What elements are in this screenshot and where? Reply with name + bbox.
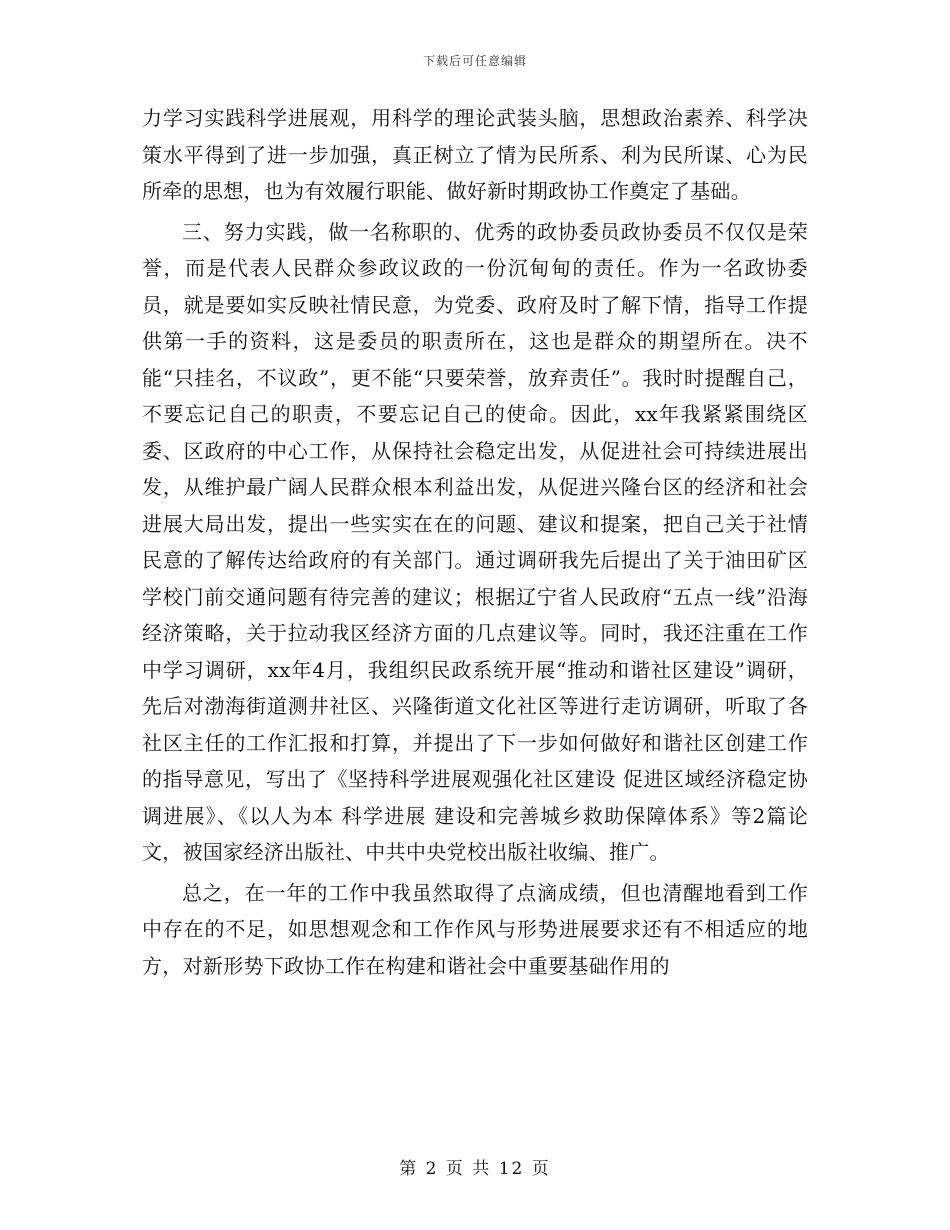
- paragraph-section-three: 三、努力实践，做一名称职的、优秀的政协委员政协委员不仅仅是荣誉，而是代表人民群众参政议政的一份沉甸甸的责任。作为一名政协委员，就是要如实反映社情民意，为党委、政府及时了解下情，指导工作提供第一手的资料，这是委员的职责所在，这也是群众的期望所在。决不能“只挂名，不议政”，更不能“只要荣誉，放弃责任”。我时时提醒自己，不要忘记自己的职责，不要忘记自己的使命。因此，xx年我紧紧围绕区委、区政府的中心工作，从保持社会稳定出发，从促进社会可持续进展出发，从维护最广阔人民群众根本利益出发，从促进兴隆台区的经济和社会进展大局出发，提出一些实实在在的问题、建议和提案，把自己关于社情民意的了解传达给政府的有关部门。通过调研我先后提出了关于油田矿区学校门前交通问题有待完善的建议；根据辽宁省人民政府“五点一线”沿海经济策略，关于拉动我区经济方面的几点建议等。同时，我还注重在工作中学习调研，xx年4月，我组织民政系统开展“推动和谐社区建设”调研，先后对渤海街道测井社区、兴隆街道文化社区等进行走访调研，听取了各社区主任的工作汇报和打算，并提出了下一步如何做好和谐社区创建工作的指导意见，写出了《坚持科学进展观强化社区建设 促进区域经济稳定协调进展》、《以人为本 科学进展 建设和完善城乡救助保障体系》等2篇论文，被国家经济出版社、中共中央党校出版社收编、推广。: [142, 219, 808, 864]
- page-number-footer: 第 2 页 共 12 页: [399, 1159, 551, 1179]
- paragraph-continuation: 力学习实践科学进展观，用科学的理论武装头脑，思想政治素养、科学决策水平得到了进一步加强，真正树立了情为民所系、利为民所谋、心为民所牵的思想，也为有效履行职能、做好新时期政协工作奠定了基础。: [142, 106, 808, 203]
- document-body: [142, 100, 808, 984]
- paragraph-conclusion: 总之，在一年的工作中我虽然取得了点滴成绩，但也清醒地看到工作中存在的不足，如思想观念和工作作风与形势进展要求还有不相适应的地方，对新形势下政协工作在构建和谐社会中重要基础作用的: [142, 880, 808, 978]
- page-header: 下载后可任意编辑: [422, 54, 527, 68]
